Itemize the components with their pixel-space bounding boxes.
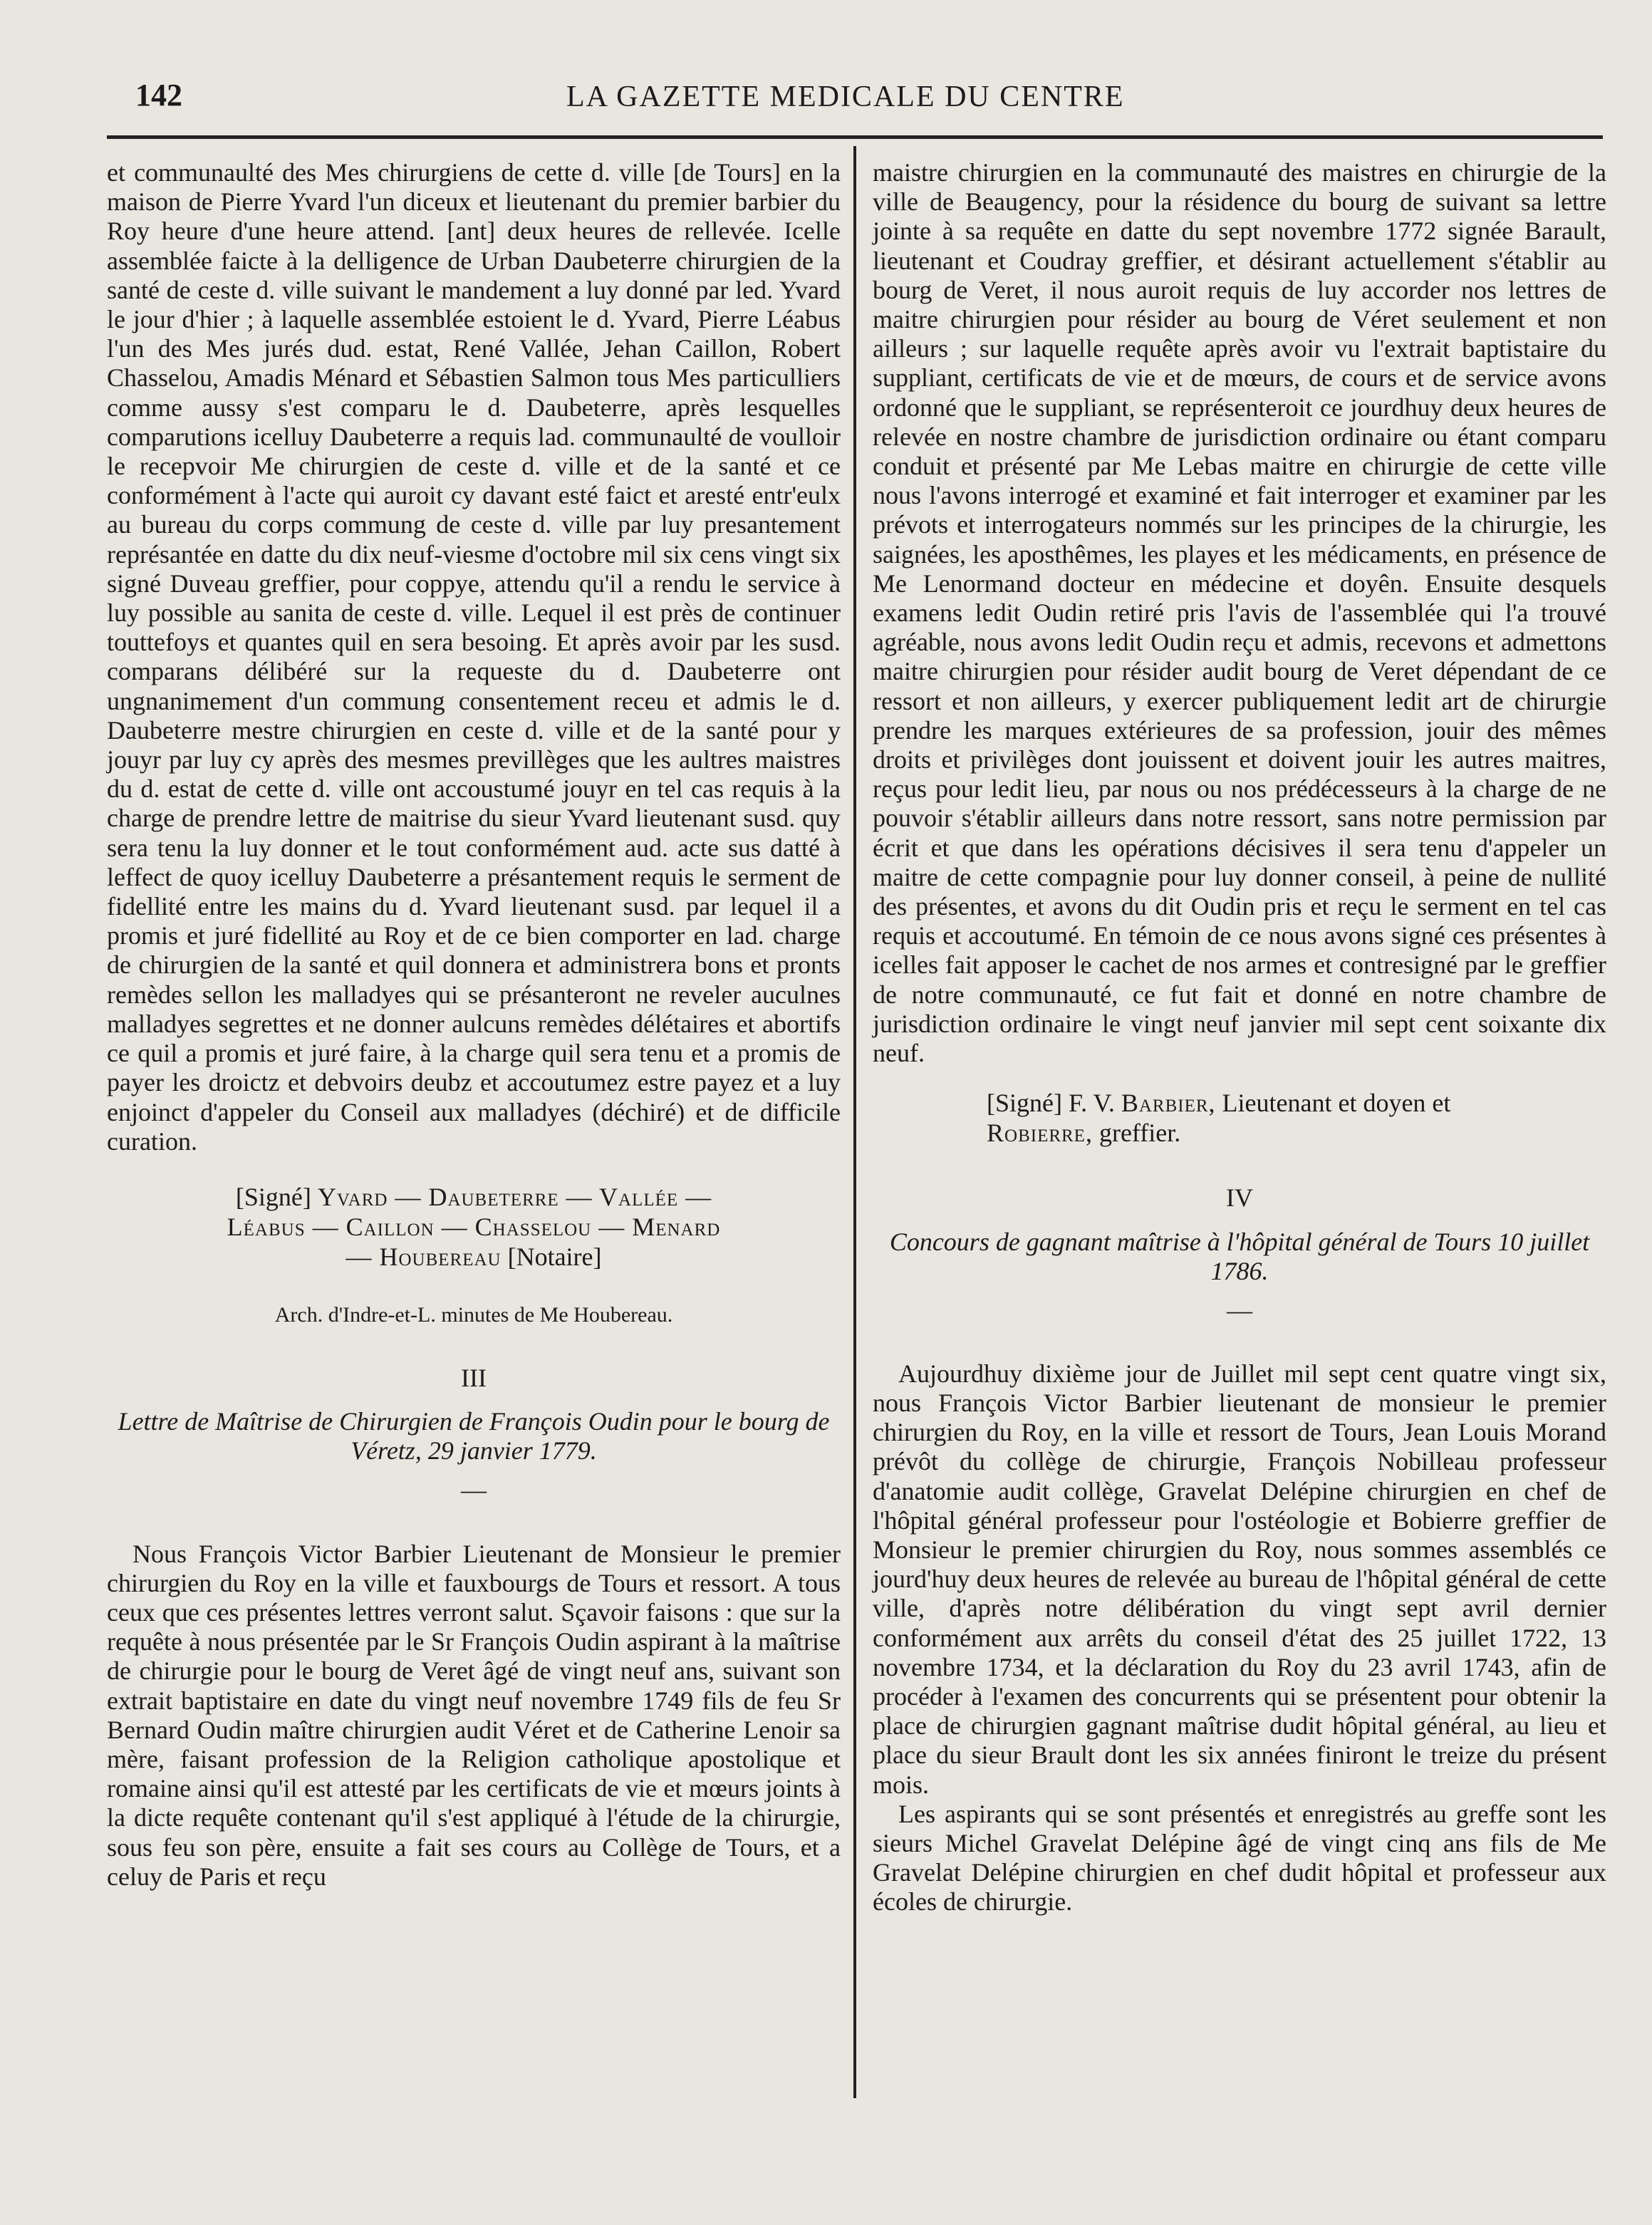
column-divider: [853, 146, 856, 2098]
section-title-iii: Lettre de Maîtrise de Chirurgien de François Oudin pour le bourg de Véretz, 29 janvier 1779.: [118, 1407, 830, 1466]
left-paragraph-1: et communaulté des Mes chirurgiens de cette d. ville [de Tours] en la maison de Pierre Yvard l'un diceux et lieutenant du premier barbier du Roy heure d'une heure attend. [ant] deux heures de rellevée. Icelle assemblée faicte à la delligence de Urban Daubeterre chirurgien de la santé de ceste d. ville suivant le mandement a luy donné par led. Yvard le jour d'hier ; à laquelle assemblée estoient le d. Yvard, Pierre Léabus l'un des Mes jurés dud. estat, René Vallée, Jehan Caillon, Robert Chasselou, Amadis Ménard et Sébastien Salmon tous Mes particulliers comme aussy s'est comparu le d. Daubeterre, après lesquelles comparutions icelluy Daubeterre a requis lad. communaulté de voulloir le recepvoir Me chirurgien de ceste d. ville et de la santé et ce conformément à l'acte qui auroit cy davant esté faict et aresté entr'eulx au bureau du corps commung de ceste d. ville par luy presantement représantée en datte du dix neuf-viesme d'octobre mil six cens vingt six signé Duveau greffier, pour coppye, attendu qu'il a rendu le service à luy possible au sanita de ceste d. ville. Lequel il est près de continuer touttefoys et quantes quil en sera besoing. Et après avoir par les susd. comparans délibéré sur la requeste du d. Daubeterre ont ungnanimement d'un commung consentement receu et admis le d. Daubeterre mestre chirurgien en ceste d. ville et de la santé pour y jouyr par luy cy après des mesmes previllèges que les aultres maistres du d. estat de cette d. ville ont accoustumé jouyr en tel cas requis à la charge de prendre lettre de maitrise du sieur Yvard lieutenant susd. quy sera tenu la luy donner et le tout conformément aud. acte sus datté à leffect de quoy icelluy Daubeterre a présantement requis le serment de fidellité entre les mains du d. Yvard lieutenant susd. par lequel il a promis et juré fidellité au Roy et de ce bien comporter en lad. charge de chirurgien de la santé et quil donnera et administrera bons et pronts remèdes sellon les malladyes qui se présanteront ne reveler auculnes malladyes segrettes et ne donner aulcuns remèdes délétaires et abortifs ce quil a promis et juré faire, à la charge quil sera tenu et a promis de payer les droictz et debvoirs deubz et accoutumez estre payez et a luy enjoinct d'appeler du Conseil aux malladyes (déchiré) et de difficile curation.: [107, 158, 841, 1156]
right-paragraph-1: maistre chirurgien en la communauté des maistres en chirurgie de la ville de Beaugency, pour la résidence du bourg de suivant sa lettre jointe à sa requête en datte du sept novembre 1772 signée Barault, lieutenant et Coudray greffier, et désirant actuellement s'établir au bourg de Veret, il nous auroit requis de luy accorder nos lettres de maitre chirurgien pour résider au bourg de Véret seulement et non ailleurs ; sur laquelle requête après avoir vu l'extrait baptistaire du suppliant, certificats de vie et de mœurs, de cours et de service avons ordonné que le suppliant, se représenteroit ce jourdhuy deux heures de relevée en nostre chambre de jurisdiction ordinaire ou étant comparu conduit et présenté par Me Lebas maitre en chirurgie de cette ville nous l'avons interrogé et examiné et fait interroger et examiner par les prévots et interrogateurs nommés sur les principes de la chirurgie, les saignées, les aposthêmes, les playes et les médicaments, en présence de Me Lenormand docteur en médecine et doyên. Ensuite desquels examens ledit Oudin retiré pris l'avis de l'assemblée qui l'a trouvé agréable, nous avons ledit Oudin reçu et admis, recevons et admettons maitre chirurgien pour résider audit bourg de Veret dépendant de ce ressort et non ailleurs, y exercer publiquement ledit art de chirurgie prendre les marques extérieures de sa profession, jouir des mêmes droits et privilèges dont jouissent et doivent jouir les autres maitres, reçus pour ledit lieu, par nous ou nos prédécesseurs à la charge de ne pouvoir s'établir ailleurs dans notre ressort, sans notre permission par écrit et que dans les opérations décisives il sera tenu d'appeler un maitre de cette compagnie pour luy donner conseil, à peine de nullité des présentes, et avons du dit Oudin pris et reçu le serment en tel cas requis et accoutumé. En témoin de ce nous avons signé ces présentes à icelles fait apposer le cachet de nos armes et contresigné par le greffier de notre communauté, ce fut fait et donné en notre chambre de jurisdiction ordinaire le vingt neuf janvier mil sept cent soixante dix neuf.: [873, 158, 1606, 1068]
section-number-iv: IV: [1226, 1183, 1253, 1213]
page-header: [135, 77, 1503, 123]
section-number-iii: III: [461, 1364, 487, 1393]
signature-notaire: [Notaire]: [507, 1242, 602, 1271]
signature-names-3: — Houbereau: [346, 1242, 502, 1271]
signature-barbier: Barbier,: [1121, 1089, 1216, 1118]
section-title-iv: Concours de gagnant maîtrise à l'hôpital général de Tours 10 juillet 1786.: [889, 1227, 1590, 1285]
archive-reference: Arch. d'Indre-et-L. minutes de Me Houbereau.: [274, 1302, 673, 1327]
right-paragraph-2: Aujourdhuy dixième jour de Juillet mil sept cent quatre vingt six, nous François Victor Barbier lieutenant de monsieur le premier chirurgien du Roy, en la ville et ressort de Tours, Jean Louis Morand prévôt du collège de chirurgie, François Nobilleau professeur d'anatomie audit collège, Gravelat Delépine chirurgien en chef de l'hôpital général professeur pour l'ostéologie et Bobierre greffier de Monsieur le premier chirurgien du Roy, nous sommes assemblés ce jourd'huy deux heures de relevée au bureau de l'hôpital général de cette ville, d'après notre délibération du vingt sept avril dernier conformément aux arrêts du conseil d'état des 25 juillet 1722, 13 novembre 1734, et la déclaration du Roy du 23 avril 1743, afin de procéder à l'examen des concurrents qui se présentent pour obtenir la place de chirurgien gagnant maîtrise dudit hôpital général, au lieu et place du sieur Brault dont les six années finiront le treize du présent mois.: [873, 1359, 1606, 1799]
signature-robierre: Robierre,: [987, 1119, 1093, 1148]
signature-label: [Signé]: [235, 1182, 311, 1211]
signature-names-1: Yvard — Daubeterre — Vallée —: [317, 1182, 712, 1211]
right-column: [873, 158, 1606, 1917]
signature-title-robierre: greffier.: [1098, 1119, 1181, 1148]
signature-initials: F. V.: [1068, 1089, 1115, 1118]
journal-title: LA GAZETTE MEDICALE DU CENTRE: [566, 81, 1125, 113]
left-paragraph-2: Nous François Victor Barbier Lieutenant de Monsieur le premier chirurgien du Roy en la ville et fauxbourgs de Tours et ressort. A tous ceux que ces présentes lettres verront salut. Sçavoir faisons : que sur la requête à nous présentée par le Sr François Oudin aspirant à la maîtrise de chirurgie pour le bourg de Veret âgé de vingt neuf ans, suivant son extrait baptistaire en date du vingt neuf novembre 1749 fils de feu Sr Bernard Oudin maître chirurgien audit Véret et de Catherine Lenoir sa mère, faisant profession de la Religion catholique apostolique et romaine ainsi qu'il est attesté par les certificats de vie et mœurs joints à la dicte requête contenant qu'il s'est appliqué à l'étude de la chirurgie, sous feu son père, ensuite a fait ses cours au Collège de Tours, et a celuy de Paris et reçu: [107, 1539, 841, 1891]
left-column: [107, 158, 841, 1892]
signature-label-right: [Signé]: [987, 1089, 1062, 1118]
page-number: 142: [135, 78, 182, 113]
right-paragraph-3: Les aspirants qui se sont présentés et enregistrés au greffe sont les sieurs Michel Gravelat Delépine âgé de vingt cinq ans fils de Me Gravelat Delépine chirurgien en chef dudit hôpital et professeur aux écoles de chirurgie.: [873, 1799, 1606, 1917]
signature-block-left: [107, 1182, 841, 1272]
section-dash-iv: —: [1227, 1295, 1252, 1324]
signature-names-2: Léabus — Caillon — Chasselou — Menard: [227, 1212, 721, 1241]
signature-title-barbier: Lieutenant et doyen et: [1222, 1089, 1451, 1118]
header-rule: [107, 135, 1603, 139]
section-dash-iii: —: [461, 1475, 487, 1505]
signature-block-right: [873, 1088, 1606, 1148]
